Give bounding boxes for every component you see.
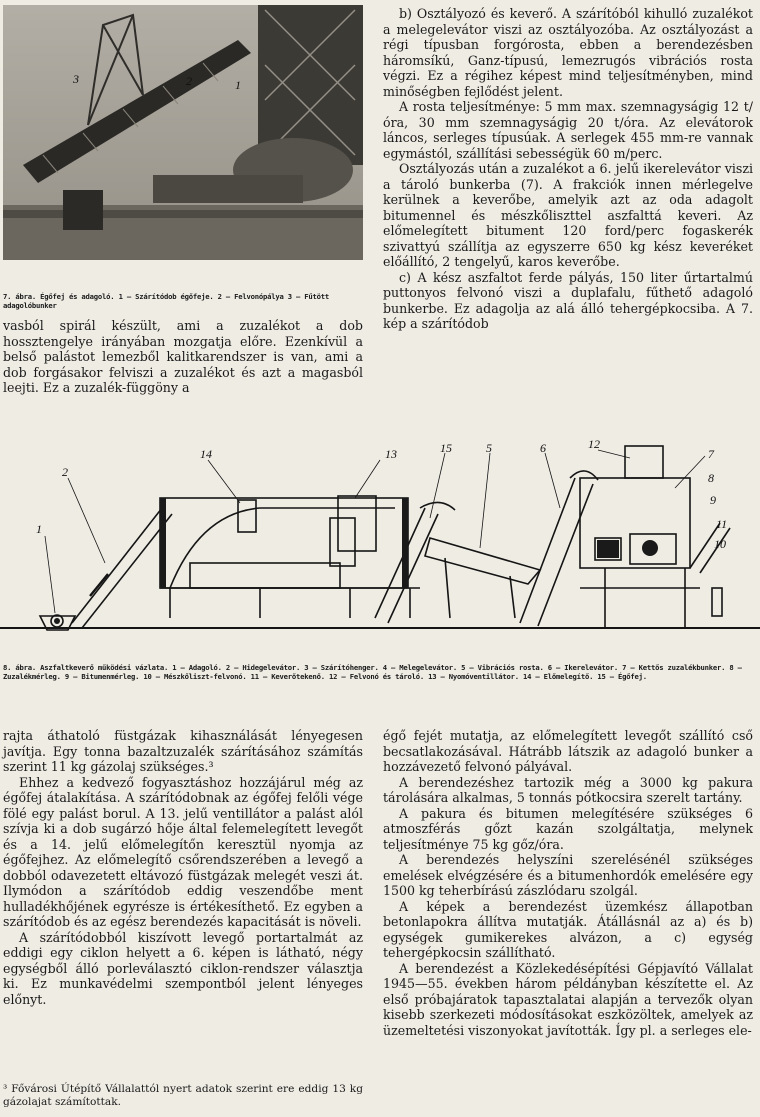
- paragraph: A berendezés helyszíni szerelésénél szükséges emelések elvégzésére és a bitumenhordók emelésére egy 1500 kg teherbírású zászlódaru szolgál.: [383, 852, 753, 898]
- right-column-top: [383, 6, 753, 332]
- diagram-label-2: 2: [62, 465, 68, 479]
- diagram-label-8: 8: [708, 471, 714, 485]
- diagram-label-1: 1: [36, 522, 42, 536]
- paragraph: égő fejét mutatja, az előmelegített levegőt szállító cső becsatlakozásával. Hátrább látszik az adagoló bunker a hozzávezető felvonó pályával.: [383, 728, 753, 774]
- paragraph: Osztályozás után a zuzalékot a 6. jelű ikerelevátor viszi a tároló bunkerba (7). A frakciók innen mérlegelve kerülnek a keverőbe, amelyik azt az oda adagolt bitumennel és mészkőliszttel aszfalttá keveri. Az előmelegített bitument 120 ford/perc fogaskerék szivattyú szállítja az egyszerre 650 kg kész keveréket előállító, 2 tengelyű, karos keverőbe.: [383, 161, 753, 269]
- photo-label-3: 3: [73, 72, 79, 86]
- photo-label-2: 2: [186, 74, 192, 88]
- figure-8-diagram: [0, 438, 760, 660]
- figure-7-photo-image: [3, 5, 363, 260]
- right-column-bottom: [383, 728, 753, 1038]
- diagram-label-7: 7: [708, 447, 714, 461]
- diagram-label-10: 10: [714, 537, 726, 551]
- paragraph: rajta áthatoló füstgázak kihasználását lényegesen javítja. Egy tonna bazaltzuzalék szárításához számítás szerint 11 kg gázolaj szükséges.³: [3, 728, 363, 774]
- diagram-label-15: 15: [440, 441, 452, 455]
- paragraph: vasból spirál készült, ami a zuzalékot a dob hossztengelye irányában mozgatja előre. Ezenkívül a belső palástot lemezből kalitkarendszer is van, ami a dob forgásakor felviszi a zuzalékot és azt a magasból leejti. Ez a zuzalék-függöny a: [3, 318, 363, 395]
- paragraph: A képek a berendezést üzemkész állapotban betonlapokra állítva mutatják. Átállásnál az a) és b) egységek gumikerekes alvázon, a c) egység tehergépkocsin szállítható.: [383, 898, 753, 960]
- paragraph: c) A kész aszfaltot ferde pályás, 150 liter űrtartalmú puttonyos felvonó viszi a duplafalu, fűthető adagoló bunkerbe. Ez adagolja az alá álló tehergépkocsiba. A 7. kép a szárítódob: [383, 269, 753, 331]
- figure-7-photo: [3, 5, 363, 260]
- paragraph: A berendezést a Közlekedésépítési Gépjavító Vállalat 1945—55. években három példányban készítette el. Az első próbajáratok tapasztalatai alapján a tervezők olyan kisebb szerkezeti módosításokat eszközöltek, amelyek az üzemeltetési viszonyokat javították. Így pl. a serleges ele-: [383, 960, 753, 1038]
- footnote: ³ Fővárosi Útépítő Vállalattól nyert adatok szerint ere eddig 13 kg gázolajat számítottak.: [3, 1083, 363, 1108]
- figure-8-caption: 8. ábra. Aszfaltkeverő működési vázlata. 1 — Adagoló. 2 — Hidegelevátor. 3 — Szárítóhenger. 4 — Melegelevátor. 5 — Vibrációs rosta. 6 — Ikerelevátor. 7 — Kettős zuzalékbunker. 8 — Zuzalékmérleg. 9 — Bitumenmérleg. 10 — Mészkőliszt-felvonó. 11 — Keverőtekenő. 12 — Felvonó és tároló. 13 — Nyomóventillátor. 14 — Előmelegítő. 15 — Égőfej.: [3, 663, 742, 681]
- figure-7-caption: 7. ábra. Égőfej és adagoló. 1 — Szárítódob égőfeje. 2 — Felvonópálya 3 — Fűtött adagolóbunker: [3, 292, 330, 310]
- diagram-label-5: 5: [486, 441, 492, 455]
- left-column-bottom: [3, 728, 363, 1007]
- photo-label-1: 1: [235, 78, 241, 92]
- left-column-mid: [3, 318, 363, 396]
- paragraph: A berendezéshez tartozik még a 3000 kg pakura tárolására alkalmas, 5 tonnás pótkocsira szerelt tartány.: [383, 774, 753, 805]
- diagram-label-12: 12: [588, 438, 600, 451]
- diagram-label-14: 14: [200, 447, 212, 461]
- paragraph: Ehhez a kedvező fogyasztáshoz hozzájárul még az égőfej átalakítása. A szárítódobnak az égőfej felőli vége fölé egy palást borul. A 13. jelű ventillátor a palást alól szívja ki a dob sugárzó hője által felemelegített levegőt és a 14. jelű előmelegítőn keresztül nyomja az égőfejhez. Az előmelegítő csőrendszerében a levegő a dobból odavezetett eltávozó füstgázak melegét veszi át. Ilymódon a szárítódob eddig veszendőbe ment hulladékhőjének egyrésze is értékesíthető. Ez egyben a szárítódob és az egész berendezés kapacitását is növeli.: [3, 774, 363, 929]
- paragraph: A pakura és bitumen melegítésére szükséges 6 atmoszférás gőzt kazán szolgáltatja, melynek teljesítménye 75 kg gőz/óra.: [383, 805, 753, 852]
- paragraph: b) Osztályozó és keverő. A szárítóból kihulló zuzalékot a melegelevátor viszi az osztályozóba. Az osztályozást a régi típusban forgórosta, ebben a berendezésben háromsíkú, Ganz-típusú, lemezrugós vibrációs rosta végzi. Ez a régihez képest mind teljesítményben, mind minőségben fejlődést jelent.: [383, 6, 753, 99]
- diagram-label-13: 13: [385, 447, 397, 461]
- diagram-label-9: 9: [710, 493, 716, 507]
- paragraph: A rosta teljesítménye: 5 mm max. szemnagyságig 12 t/óra, 30 mm szemnagyságig 20 t/óra. Az elevátorok láncos, serleges típusúak. A serlegek 455 mm-re vannak egymástól, szállítási sebességük 60 m/perc.: [383, 99, 753, 161]
- diagram-label-6: 6: [540, 441, 546, 455]
- paragraph: A szárítódobból kiszívott levegő portartalmát az eddigi egy ciklon helyett a 6. képen is látható, négy egységből álló porleválasztó ciklon-rendszer választja ki. Ez munkavédelmi szempontból jelent lényeges előnyt.: [3, 929, 363, 1007]
- figure-8-schematic: [0, 438, 760, 660]
- diagram-label-11: 11: [716, 517, 728, 531]
